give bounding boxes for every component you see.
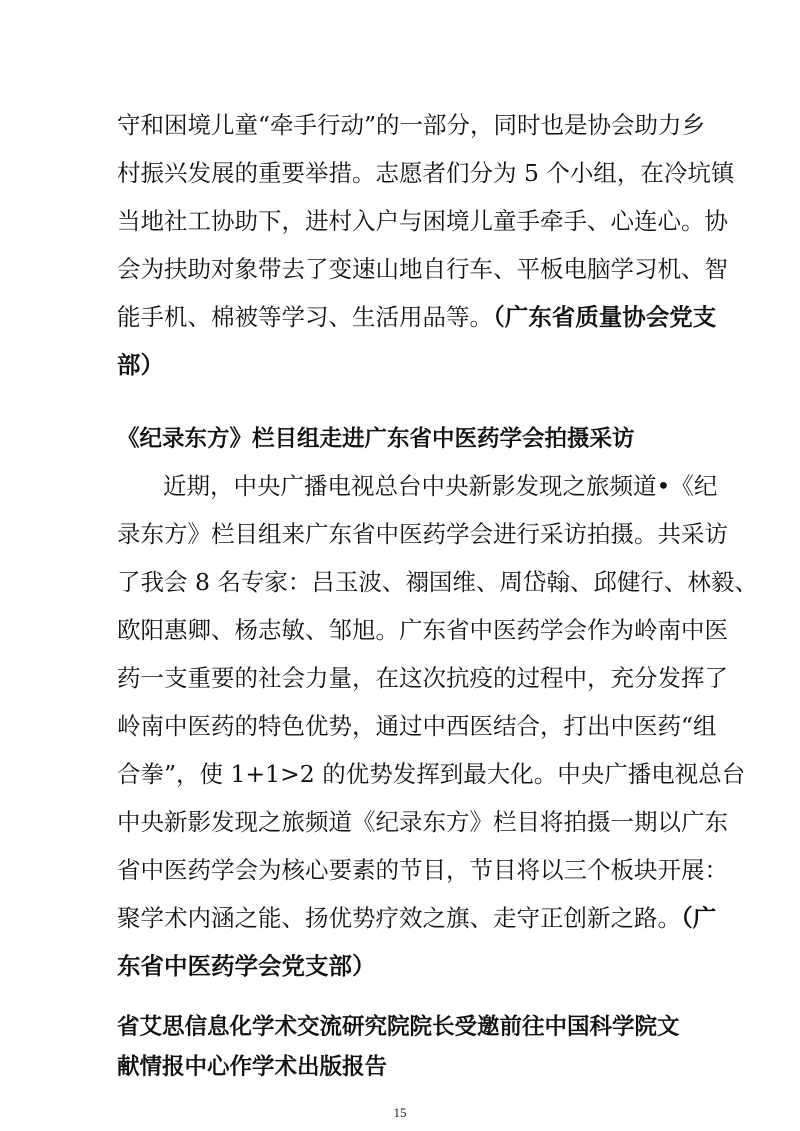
page-number: 15 bbox=[393, 1105, 407, 1120]
article2-line-10 bbox=[117, 903, 717, 933]
article1-source: （广东省质量协会党支 bbox=[493, 303, 717, 331]
article2-line-5: 药一支重要的社会力量，在这次抗疫的过程中，充分发挥了 bbox=[117, 664, 728, 692]
article2-line-1: 近期，中央广播电视总台中央新影发现之旅频道•《纪 bbox=[163, 472, 718, 500]
article2-line-10-text: 聚学术内涵之能、扬优势疗效之旗、走守正创新之路。 bbox=[117, 904, 681, 932]
article2-line-3: 了我会 8 名专家：吕玉波、禤国维、周岱翰、邱健行、林毅、 bbox=[117, 568, 758, 596]
article2-line-6: 岭南中医药的特色优势，通过中西医结合，打出中医药“组 bbox=[117, 712, 717, 740]
article2-line-7: 合拳”，使 1+1>2 的优势发挥到最大化。中央广播电视总台 bbox=[117, 760, 746, 788]
article1-line-5-text: 能手机、棉被等学习、生活用品等。 bbox=[117, 303, 493, 331]
article2-line-4: 欧阳惠卿、杨志敏、邹旭。广东省中医药学会作为岭南中医 bbox=[117, 616, 728, 644]
article1-line-1: 守和困境儿童“牵手行动”的一部分，同时也是协会助力乡 bbox=[117, 111, 706, 139]
article2-line-8: 中央新影发现之旅频道《纪录东方》栏目将拍摄一期以广东 bbox=[117, 808, 728, 836]
article2-source: （广 bbox=[681, 904, 717, 932]
article2-title: 《纪录东方》栏目组走进广东省中医药学会拍摄采访 bbox=[117, 426, 635, 452]
article3-title-line-2: 献情报中心作学术出版报告 bbox=[117, 1054, 388, 1080]
article2-source-cont: 东省中医药学会党支部） bbox=[117, 952, 376, 980]
article1-line-3: 当地社工协助下，进村入户与困境儿童手牵手、心连心。协 bbox=[117, 207, 728, 235]
article1-line-5 bbox=[117, 302, 717, 332]
article1-line-2: 村振兴发展的重要举措。志愿者们分为 5 个小组，在冷坑镇 bbox=[117, 159, 735, 187]
article1-line-4: 会为扶助对象带去了变速山地自行车、平板电脑学习机、智 bbox=[117, 255, 728, 283]
article3-title-line-1: 省艾思信息化学术交流研究院院长受邀前往中国科学院文 bbox=[117, 1014, 680, 1040]
article2-line-2: 录东方》栏目组来广东省中医药学会进行采访拍摄。共采访 bbox=[117, 520, 728, 548]
article1-source-cont: 部） bbox=[117, 351, 164, 379]
article2-line-9: 省中医药学会为核心要素的节目，节目将以三个板块开展： bbox=[117, 856, 728, 884]
